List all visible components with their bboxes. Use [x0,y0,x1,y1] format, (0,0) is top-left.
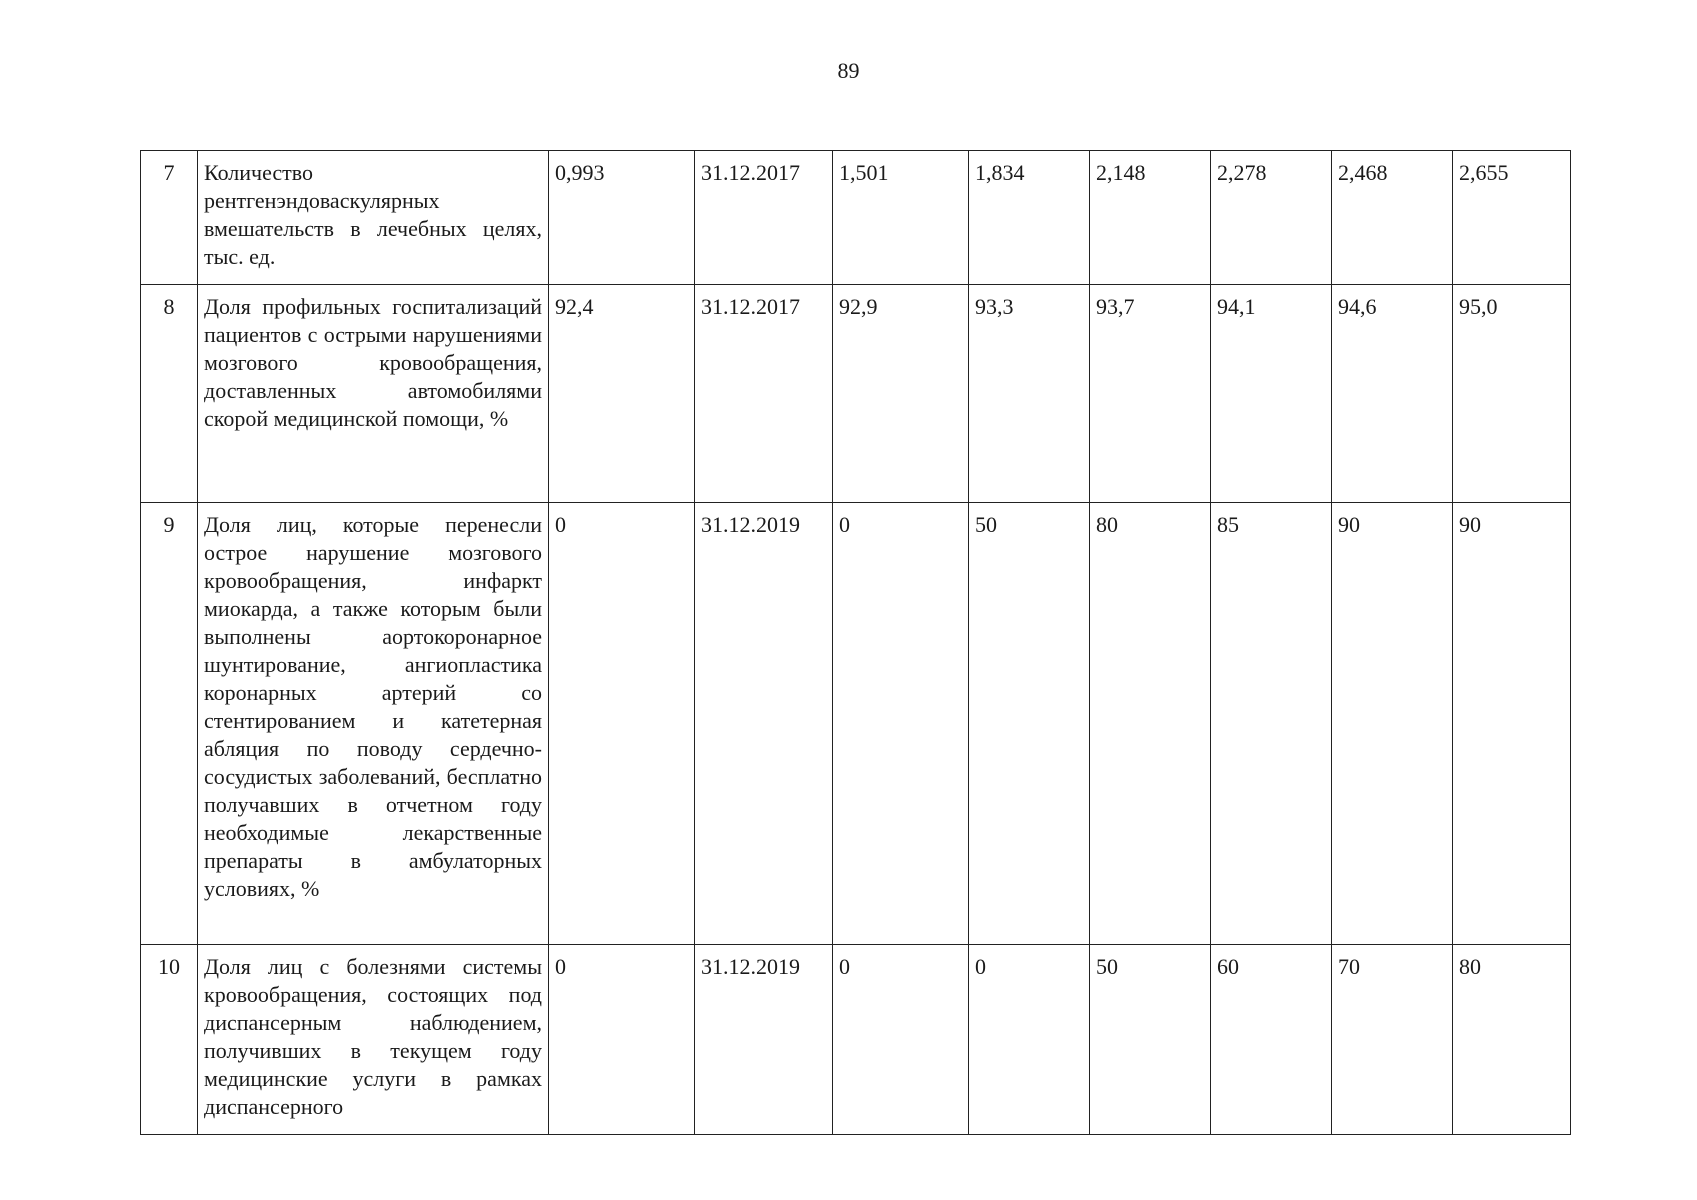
year-value: 80 [1090,503,1211,945]
year-value: 85 [1211,503,1332,945]
year-value: 95,0 [1453,285,1571,503]
row-number: 7 [141,151,198,285]
base-date: 31.12.2019 [695,503,833,945]
year-value: 90 [1453,503,1571,945]
year-value: 60 [1211,945,1332,1135]
year-value: 2,468 [1332,151,1453,285]
page-number: 89 [837,58,860,83]
year-value: 0 [833,945,969,1135]
indicators-table [140,150,1571,1135]
row-number: 8 [141,285,198,503]
base-value: 0 [549,945,695,1135]
indicator-description: Доля лиц с болезнями системы кровообращения, состоящих под диспансерным наблюдением, получивших в текущем году медицинские услуги в рамках диспансерного [198,945,549,1135]
table-row [141,503,1571,945]
year-value: 70 [1332,945,1453,1135]
table-row [141,945,1571,1135]
row-number: 10 [141,945,198,1135]
table-row [141,285,1571,503]
year-value: 93,3 [969,285,1090,503]
year-value: 1,834 [969,151,1090,285]
year-value: 80 [1453,945,1571,1135]
base-date: 31.12.2017 [695,285,833,503]
year-value: 90 [1332,503,1453,945]
year-value: 94,6 [1332,285,1453,503]
year-value: 1,501 [833,151,969,285]
year-value: 50 [1090,945,1211,1135]
year-value: 0 [969,945,1090,1135]
year-value: 93,7 [1090,285,1211,503]
year-value: 94,1 [1211,285,1332,503]
indicator-description: Доля лиц, которые перенесли острое нарушение мозгового кровообращения, инфаркт миокарда, а также которым были выполнены аортокоронарное шунтирование, ангиопластика коронарных артерий со стентированием и катетерная абляция по поводу сердечно-сосудистых заболеваний, бесплатно получавших в отчетном году необходимые лекарственные препараты в амбулаторных условиях, % [198,503,549,945]
year-value: 0 [833,503,969,945]
year-value: 50 [969,503,1090,945]
base-date: 31.12.2017 [695,151,833,285]
year-value: 2,278 [1211,151,1332,285]
year-value: 2,655 [1453,151,1571,285]
indicator-description: Доля профильных госпитализаций пациентов с острыми нарушениями мозгового кровообращения, доставленных автомобилями скорой медицинской помощи, % [198,285,549,503]
base-value: 0 [549,503,695,945]
base-value: 0,993 [549,151,695,285]
row-number: 9 [141,503,198,945]
table-row [141,151,1571,285]
year-value: 92,9 [833,285,969,503]
year-value: 2,148 [1090,151,1211,285]
base-value: 92,4 [549,285,695,503]
indicator-description: Количество рентгенэндоваскулярных вмешательств в лечебных целях, тыс. ед. [198,151,549,285]
base-date: 31.12.2019 [695,945,833,1135]
